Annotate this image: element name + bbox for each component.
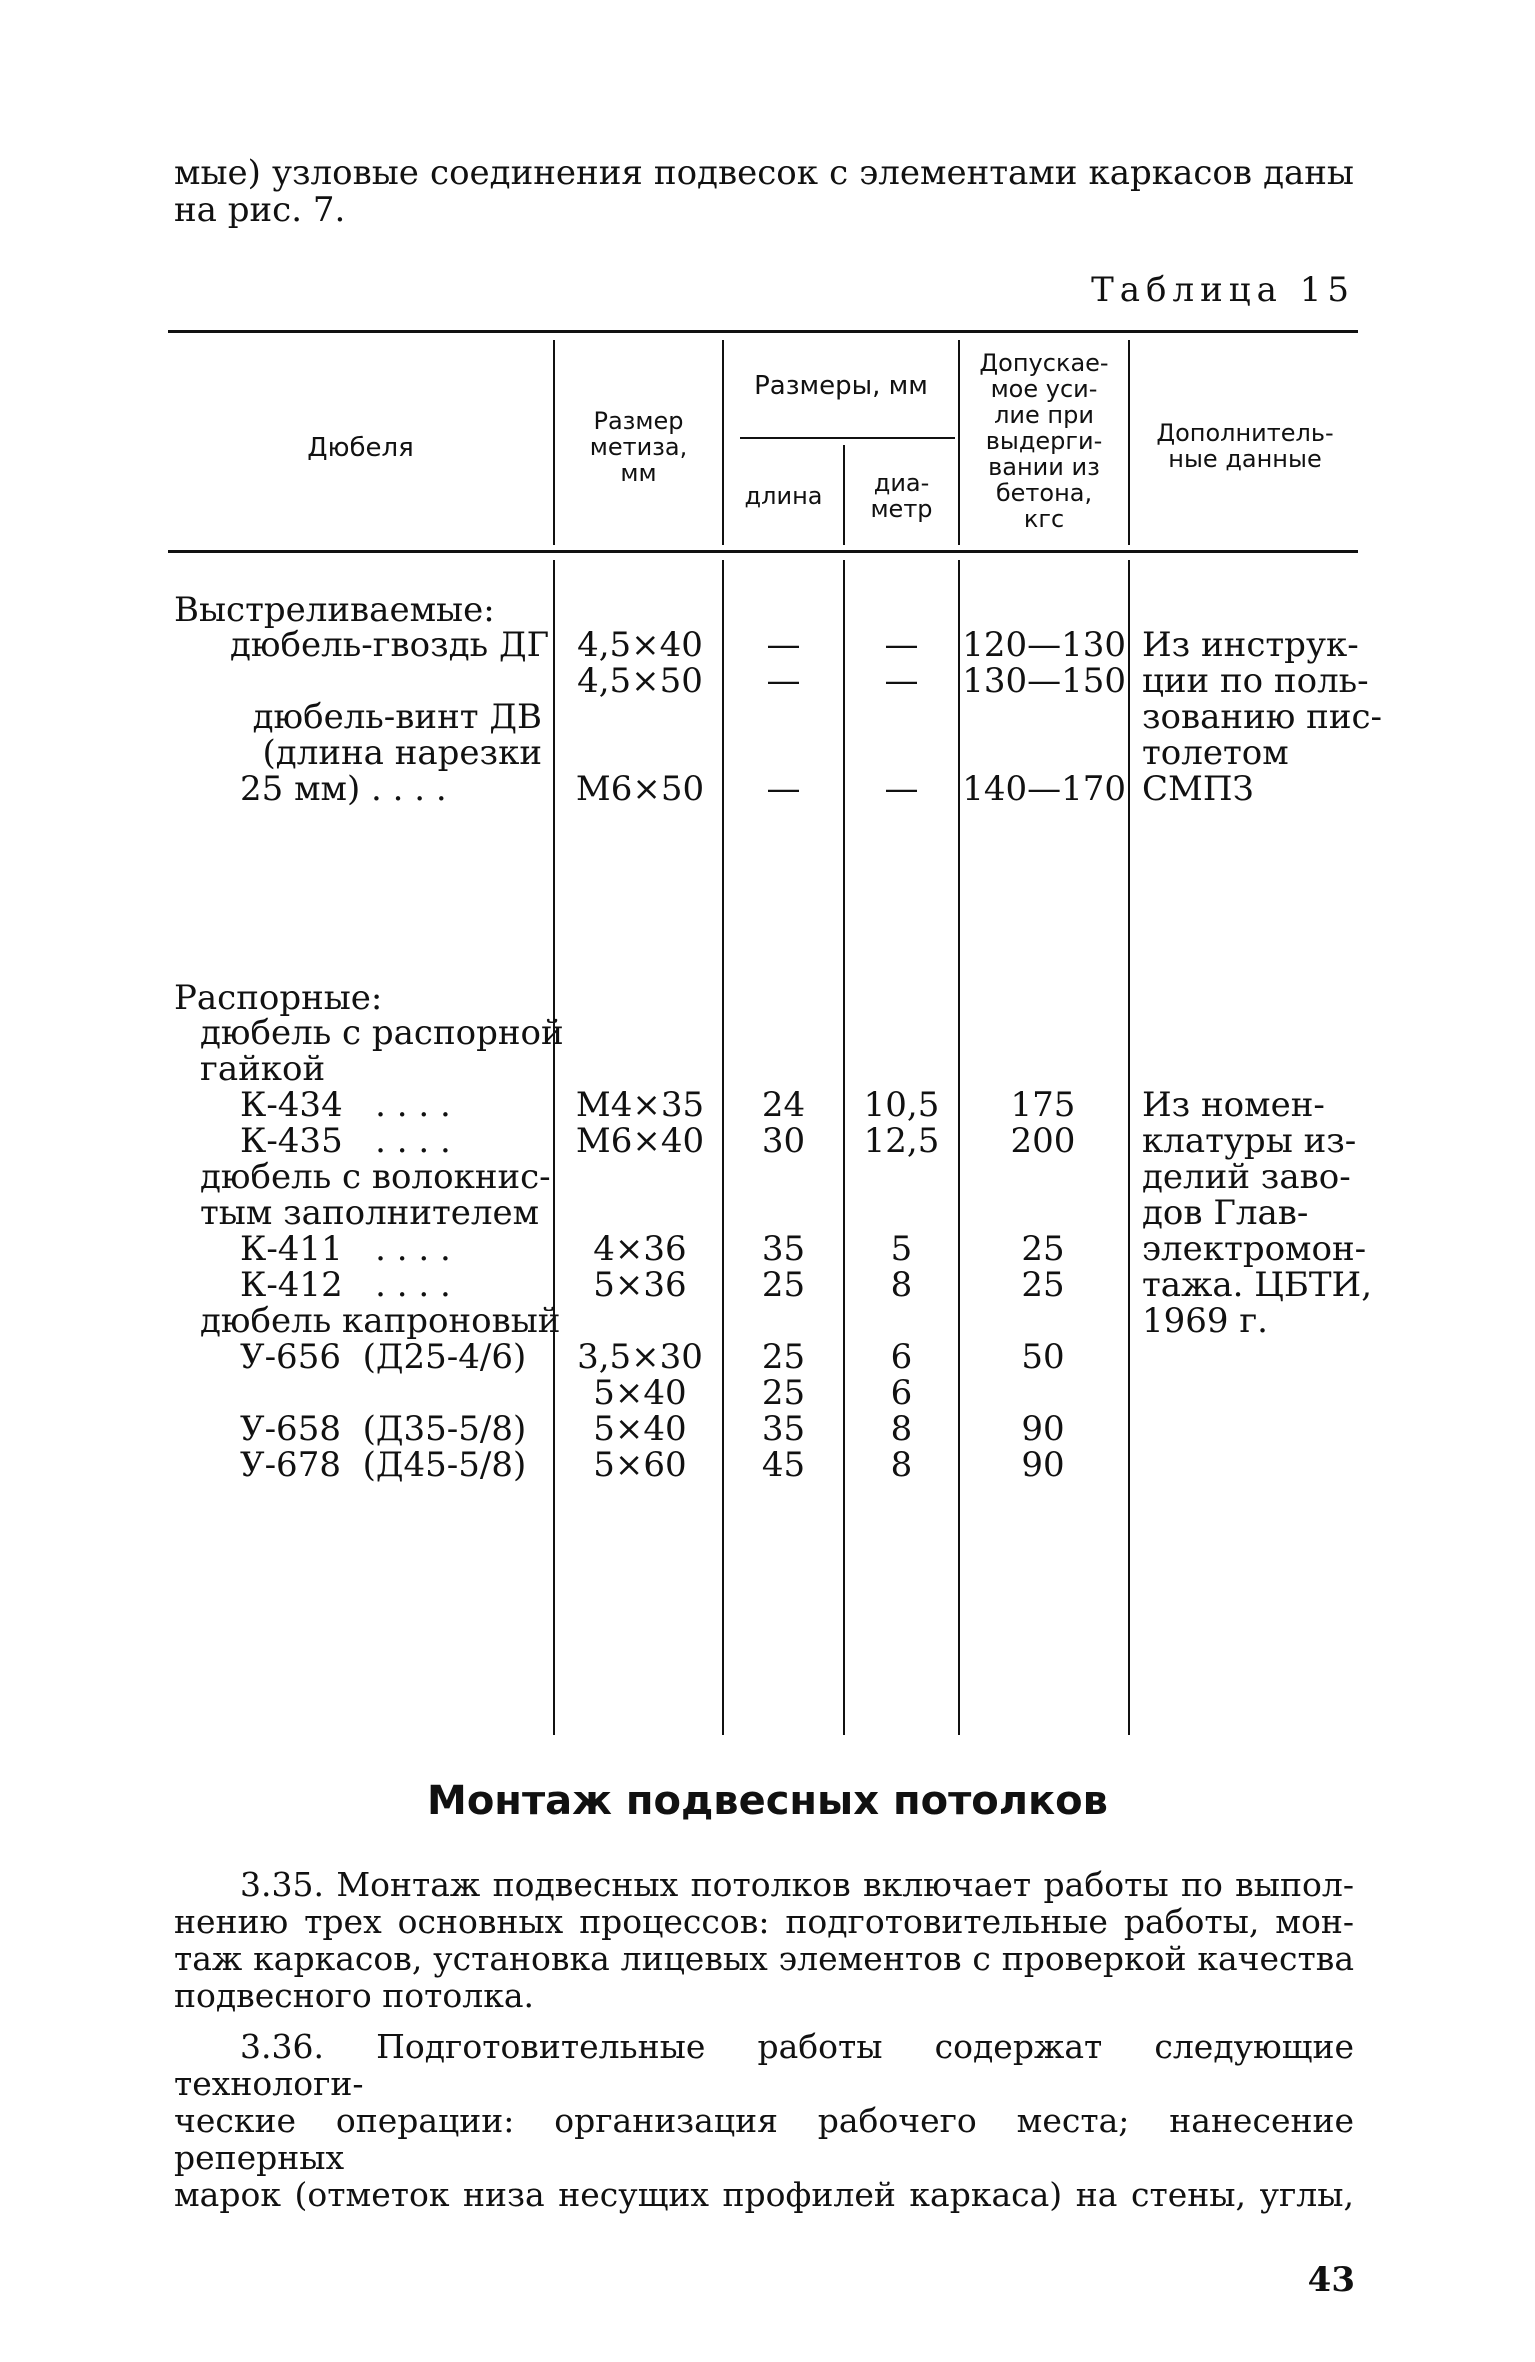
header-force: Допускае- мое уси- лие при выдерги- вании из бетона, кгс [979, 349, 1109, 533]
table-row-force: 175 [1010, 1085, 1076, 1125]
table-top-rule [168, 330, 1358, 333]
table-row-diameter: — [884, 769, 919, 809]
header-sizes: Размеры, мм [754, 371, 928, 401]
table-row-diameter: 6 [890, 1337, 913, 1377]
table-row-force: 120—130 [962, 625, 1126, 665]
table-row-force: 130—150 [962, 661, 1126, 701]
table-row-name: гайкой [200, 1049, 326, 1089]
table-row-size: 4,5×40 [577, 625, 703, 665]
page-number: 43 [1307, 2260, 1355, 2300]
table-row-name: К-411 . . . . [240, 1229, 451, 1269]
intro-line-2: на рис. 7. [174, 190, 346, 230]
table-row-length: 35 [761, 1409, 806, 1449]
table-row-name: У-678 (Д45-5/8) [240, 1445, 527, 1485]
table-row-name: К-434 . . . . [240, 1085, 451, 1125]
table-row-name: У-658 (Д35-5/8) [240, 1409, 527, 1449]
table-row-length: 35 [761, 1229, 806, 1269]
header-fastener-size: Размер метиза, мм [589, 407, 688, 487]
table-row-length: 25 [761, 1337, 806, 1377]
header-extra: Дополнитель- ные данные [1156, 419, 1334, 473]
table-row-force: 140—170 [962, 769, 1126, 809]
table-row-name: У-656 (Д25-4/6) [240, 1337, 527, 1377]
table-row-size: М6×50 [575, 769, 705, 809]
table-row-size: М6×40 [575, 1121, 705, 1161]
header-diameter: диа- метр [870, 469, 933, 523]
table-row-force: 90 [1021, 1409, 1065, 1449]
paragraph-3-35: 3.35. Монтаж подвесных потолков включает работы по выпол- нению трех основных процессов: подготовительные работы, мон- таж каркасов, установка лицевых элементов с проверкой качества подвесного потолка. [174, 1865, 1354, 2015]
table-row-length: — [766, 769, 801, 809]
table-row-length: 25 [761, 1265, 806, 1305]
table-row-size: 5×40 [593, 1409, 687, 1449]
header-dowels: Дюбеля [307, 433, 414, 463]
table-row-diameter: 8 [890, 1265, 913, 1305]
table-row-diameter: 10,5 [863, 1085, 940, 1125]
table-row-size: 5×36 [593, 1265, 687, 1305]
header-vline-2 [722, 340, 724, 545]
section-title: Монтаж подвесных потолков [427, 1778, 1108, 1824]
group1-title: Выстреливаемые: [174, 590, 495, 630]
table-row-size: 3,5×30 [577, 1337, 703, 1377]
group1-note: Из инструк- ции по поль- зованию пис- толетом СМПЗ [1142, 625, 1383, 809]
table-row-name: К-412 . . . . [240, 1265, 451, 1305]
table-row-diameter: — [884, 661, 919, 701]
table-row-size: 5×60 [593, 1445, 687, 1485]
table-row-length: 45 [761, 1445, 806, 1485]
body-vline-5 [1128, 560, 1130, 1735]
table-row-force: 200 [1010, 1121, 1076, 1161]
paragraph-3-36: 3.36. Подготовительные работы содержат следующие технологи- ческие операции: организация рабочего места; нанесение реперных марок (отметок низа несущих профилей каркаса) на стены, углы, [174, 2027, 1354, 2214]
group2-note: Из номен- клатуры из- делий заво- дов Глав- электромон- тажа. ЦБТИ, 1969 г. [1142, 1085, 1373, 1341]
table-row-size: 5×40 [593, 1373, 687, 1413]
table-row-name: дюбель с распорной [200, 1013, 564, 1053]
intro-line-1: мые) узловые соединения подвесок с элементами каркасов даны [174, 153, 1354, 193]
table-row-name: дюбель капроновый [200, 1301, 561, 1341]
table-row-length: 25 [761, 1373, 806, 1413]
table-row-name: тым заполнителем [200, 1193, 540, 1233]
table-row-name: К-435 . . . . [240, 1121, 451, 1161]
table-row-length: — [766, 661, 801, 701]
table-row-diameter: — [884, 625, 919, 665]
table-row-name: (длина нарезки [262, 733, 542, 773]
table-row-force: 25 [1021, 1229, 1065, 1269]
table-row-diameter: 12,5 [863, 1121, 940, 1161]
header-length: длина [744, 482, 823, 510]
table-row-force: 90 [1021, 1445, 1065, 1485]
table-row-size: М4×35 [575, 1085, 705, 1125]
table-row-length: 30 [761, 1121, 806, 1161]
table-caption: Таблица 15 [1091, 270, 1355, 310]
sizes-subrule [740, 437, 955, 439]
table-row-name: дюбель-гвоздь ДГ [230, 625, 550, 665]
table-header-rule [168, 550, 1358, 553]
table-row-length: 24 [761, 1085, 806, 1125]
table-row-diameter: 5 [890, 1229, 913, 1269]
table-row-name: дюбель-винт ДВ [252, 697, 542, 737]
table-row-name: дюбель с волокнис- [200, 1157, 551, 1197]
table-row-length: — [766, 625, 801, 665]
group2-title: Распорные: [174, 978, 383, 1018]
table-row-force: 25 [1021, 1265, 1065, 1305]
table-row-diameter: 6 [890, 1373, 913, 1413]
table-row-force: 50 [1021, 1337, 1065, 1377]
table-row-name: 25 мм) . . . . [240, 769, 447, 809]
table-row-diameter: 8 [890, 1445, 913, 1485]
table-row-size: 4×36 [593, 1229, 687, 1269]
table-row-diameter: 8 [890, 1409, 913, 1449]
body-vline-1 [553, 560, 555, 1735]
table-row-size: 4,5×50 [577, 661, 703, 701]
